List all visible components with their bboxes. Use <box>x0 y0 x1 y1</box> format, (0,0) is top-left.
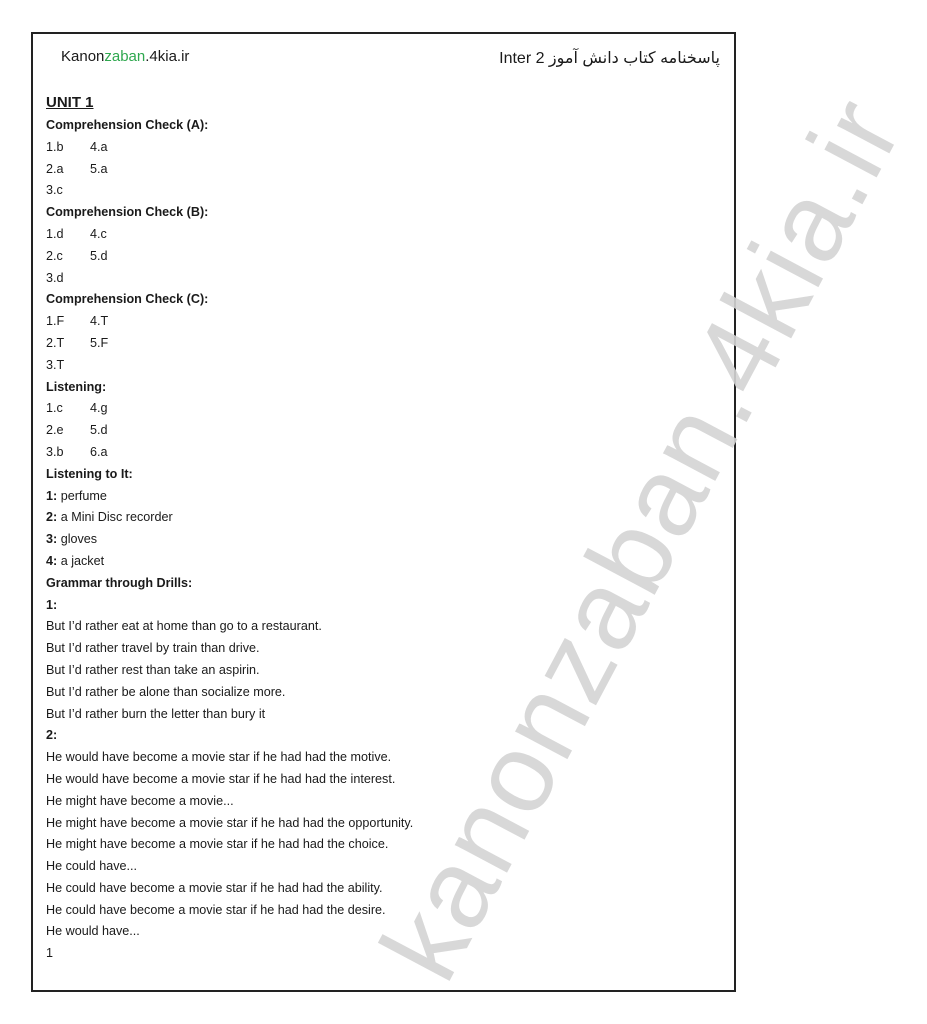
answer-cell: 2.T <box>46 335 65 350</box>
document-title: پاسخنامه کتاب دانش آموز Inter 2 <box>499 50 720 67</box>
drill-line: But I’d rather travel by train than drive. <box>46 641 260 656</box>
answer-row <box>46 311 726 333</box>
grammar-heading: Grammar through Drills: <box>46 575 193 590</box>
listening-to-it-heading: Listening to It: <box>46 466 133 481</box>
item-number: 4: <box>46 553 58 568</box>
answer-row <box>46 442 726 464</box>
answer-cell: 1.b <box>46 139 64 154</box>
answer-cell: 1.d <box>46 226 64 241</box>
drill-line: He would have become a movie star if he had had the interest. <box>46 771 396 786</box>
item-text: gloves <box>57 532 98 547</box>
list-item <box>46 529 726 551</box>
drill-line: He would have... <box>46 924 140 939</box>
drill-line: He might have become a movie star if he had had the opportunity. <box>46 815 414 830</box>
page-number: 1 <box>46 946 54 961</box>
list-item <box>46 486 726 508</box>
drill-line: But I’d rather rest than take an aspirin. <box>46 662 260 677</box>
document-page <box>31 32 926 999</box>
answer-row <box>46 268 726 290</box>
drill-1-label: 1: <box>46 597 58 612</box>
item-text: perfume <box>57 488 107 503</box>
answer-row <box>46 355 726 377</box>
answer-cell: 1.F <box>46 314 65 329</box>
list-item <box>46 507 726 529</box>
drill-line: But I’d rather burn the letter than bury it <box>46 706 266 721</box>
answer-cell: 2.c <box>46 248 63 263</box>
answer-cell: 5.d <box>90 423 108 438</box>
watermark: kanonzaban.4kia.ir <box>356 78 926 999</box>
answer-cell: 4.a <box>90 139 108 154</box>
answer-cell: 3.c <box>46 183 63 198</box>
answer-row <box>46 420 726 442</box>
item-number: 2: <box>46 510 58 525</box>
answer-row <box>46 224 726 246</box>
drill-line: He could have become a movie star if he had had the desire. <box>46 902 386 917</box>
answer-cell: 1.c <box>46 401 63 416</box>
drill-line: He could have... <box>46 859 138 874</box>
answer-cell: 3.b <box>46 444 64 459</box>
answer-row <box>46 333 726 355</box>
comp-a-heading: Comprehension Check (A): <box>46 118 209 132</box>
item-text: a Mini Disc recorder <box>57 510 173 525</box>
answer-cell: 4.c <box>90 226 107 241</box>
answer-row <box>46 180 726 202</box>
site-prefix: Kanon <box>61 48 105 65</box>
answer-key-content <box>46 92 726 965</box>
drill-line: He would have become a movie star if he had had the motive. <box>46 750 392 765</box>
drill-line: He might have become a movie star if he had had the choice. <box>46 837 389 852</box>
answer-row <box>46 137 726 159</box>
answer-row <box>46 246 726 268</box>
answer-cell: 4.g <box>90 401 108 416</box>
comp-b-heading: Comprehension Check (B): <box>46 205 209 220</box>
answer-cell: 4.T <box>90 314 109 329</box>
answer-cell: 5.F <box>90 335 109 350</box>
comp-c-heading: Comprehension Check (C): <box>46 292 209 307</box>
answer-cell: 2.a <box>46 161 64 176</box>
item-text: a jacket <box>57 553 105 568</box>
item-number: 3: <box>46 532 58 547</box>
answer-cell: 6.a <box>90 444 108 459</box>
answer-cell: 3.T <box>46 357 65 372</box>
site-suffix: .4kia.ir <box>145 48 190 65</box>
site-accent: zaban <box>104 48 146 65</box>
answer-cell: 5.a <box>90 161 108 176</box>
unit-title: UNIT 1 <box>46 94 94 111</box>
answer-cell: 2.e <box>46 423 64 438</box>
answer-cell: 5.d <box>90 248 108 263</box>
drill-line: He could have become a movie star if he had had the ability. <box>46 880 383 895</box>
answer-row <box>46 398 726 420</box>
site-name <box>61 48 189 65</box>
drill-line: But I’d rather be alone than socialize more. <box>46 684 286 699</box>
drill-line: He might have become a movie... <box>46 793 234 808</box>
answer-row <box>46 159 726 181</box>
listening-heading: Listening: <box>46 379 107 394</box>
drill-2-label: 2: <box>46 728 58 743</box>
answer-cell: 3.d <box>46 270 64 285</box>
item-number: 1: <box>46 488 58 503</box>
drill-line: But I’d rather eat at home than go to a restaurant. <box>46 619 322 634</box>
list-item <box>46 551 726 573</box>
